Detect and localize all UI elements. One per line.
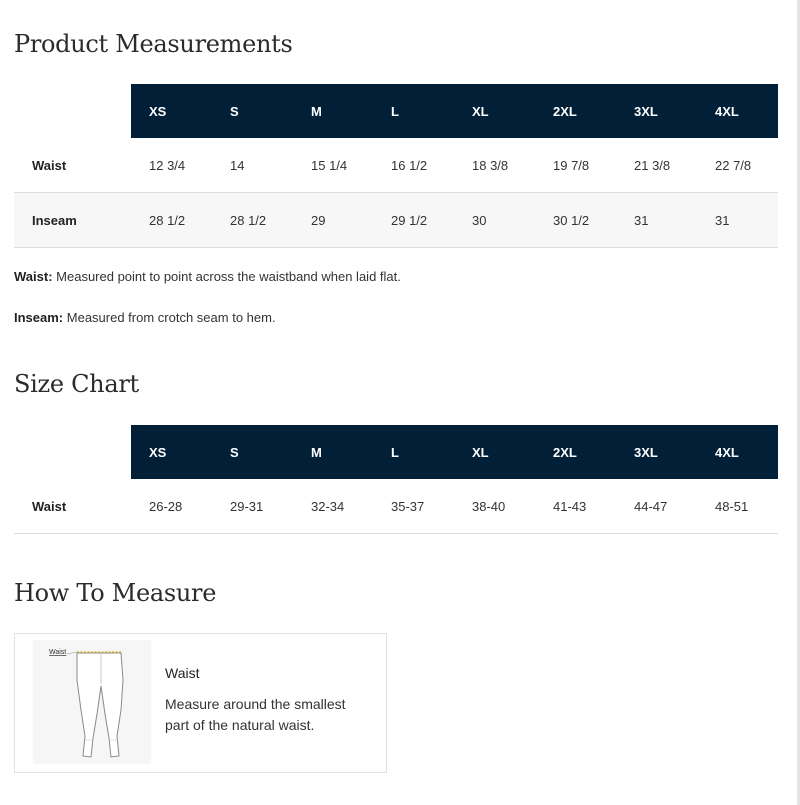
table-cell: 28 1/2 bbox=[131, 193, 212, 248]
pants-outline-icon bbox=[33, 640, 151, 764]
size-header: XS bbox=[131, 84, 212, 138]
table-cell: 29-31 bbox=[212, 479, 293, 534]
how-to-measure-title: How To Measure bbox=[14, 579, 217, 607]
table-cell: 28 1/2 bbox=[212, 193, 293, 248]
size-chart-title: Size Chart bbox=[14, 370, 139, 398]
waist-note bbox=[14, 269, 401, 284]
table-cell: 19 7/8 bbox=[535, 138, 616, 193]
waist-note-term: Waist: bbox=[14, 269, 53, 284]
waist-note-text: Measured point to point across the waistband when laid flat. bbox=[56, 269, 401, 284]
size-header: S bbox=[212, 425, 293, 479]
product-measurements-title: Product Measurements bbox=[14, 30, 293, 58]
size-header: 3XL bbox=[616, 425, 697, 479]
table-cell: 30 1/2 bbox=[535, 193, 616, 248]
size-chart-table bbox=[14, 425, 778, 534]
row-label-inseam: Inseam bbox=[14, 193, 131, 248]
table-cell: 30 bbox=[454, 193, 535, 248]
size-header: 2XL bbox=[535, 425, 616, 479]
size-header: 3XL bbox=[616, 84, 697, 138]
table-cell: 26-28 bbox=[131, 479, 212, 534]
measure-title: Waist bbox=[165, 665, 200, 681]
figure-waist-label: Waist bbox=[49, 649, 67, 656]
table-cell: 32-34 bbox=[293, 479, 373, 534]
size-header: S bbox=[212, 84, 293, 138]
table-cell: 44-47 bbox=[616, 479, 697, 534]
table-header-row bbox=[14, 84, 778, 138]
label-leader-line bbox=[67, 652, 77, 654]
pants-diagram bbox=[33, 640, 151, 764]
measure-description: Measure around the smallest part of the natural waist. bbox=[165, 696, 346, 733]
table-cell: 31 bbox=[616, 193, 697, 248]
inseam-note bbox=[14, 310, 276, 325]
table-cell: 38-40 bbox=[454, 479, 535, 534]
size-header: XS bbox=[131, 425, 212, 479]
product-measurements-table bbox=[14, 84, 778, 248]
inseam-note-term: Inseam: bbox=[14, 310, 64, 325]
measure-card-waist bbox=[14, 633, 387, 773]
table-cell: 22 7/8 bbox=[697, 138, 778, 193]
table-cell: 21 3/8 bbox=[616, 138, 697, 193]
row-label-waist: Waist bbox=[14, 479, 131, 534]
table-header-row bbox=[14, 425, 778, 479]
table-cell: 31 bbox=[697, 193, 778, 248]
size-header: 4XL bbox=[697, 84, 778, 138]
size-header: 4XL bbox=[697, 425, 778, 479]
table-row bbox=[14, 193, 778, 248]
table-cell: 35-37 bbox=[373, 479, 454, 534]
size-header: M bbox=[293, 84, 373, 138]
inseam-note-text: Measured from crotch seam to hem. bbox=[66, 310, 276, 325]
size-header: XL bbox=[454, 84, 535, 138]
pants-outline bbox=[77, 653, 123, 757]
table-cell: 29 bbox=[293, 193, 373, 248]
table-corner-cell bbox=[14, 425, 131, 479]
row-label-waist: Waist bbox=[14, 138, 131, 193]
table-cell: 29 1/2 bbox=[373, 193, 454, 248]
table-row bbox=[14, 479, 778, 534]
table-corner-cell bbox=[14, 84, 131, 138]
table-cell: 16 1/2 bbox=[373, 138, 454, 193]
table-cell: 12 3/4 bbox=[131, 138, 212, 193]
table-cell: 48-51 bbox=[697, 479, 778, 534]
table-cell: 14 bbox=[212, 138, 293, 193]
table-row bbox=[14, 138, 778, 193]
size-header: 2XL bbox=[535, 84, 616, 138]
size-header: M bbox=[293, 425, 373, 479]
size-header: L bbox=[373, 425, 454, 479]
size-header: XL bbox=[454, 425, 535, 479]
size-header: L bbox=[373, 84, 454, 138]
table-cell: 41-43 bbox=[535, 479, 616, 534]
table-cell: 18 3/8 bbox=[454, 138, 535, 193]
table-cell: 15 1/4 bbox=[293, 138, 373, 193]
